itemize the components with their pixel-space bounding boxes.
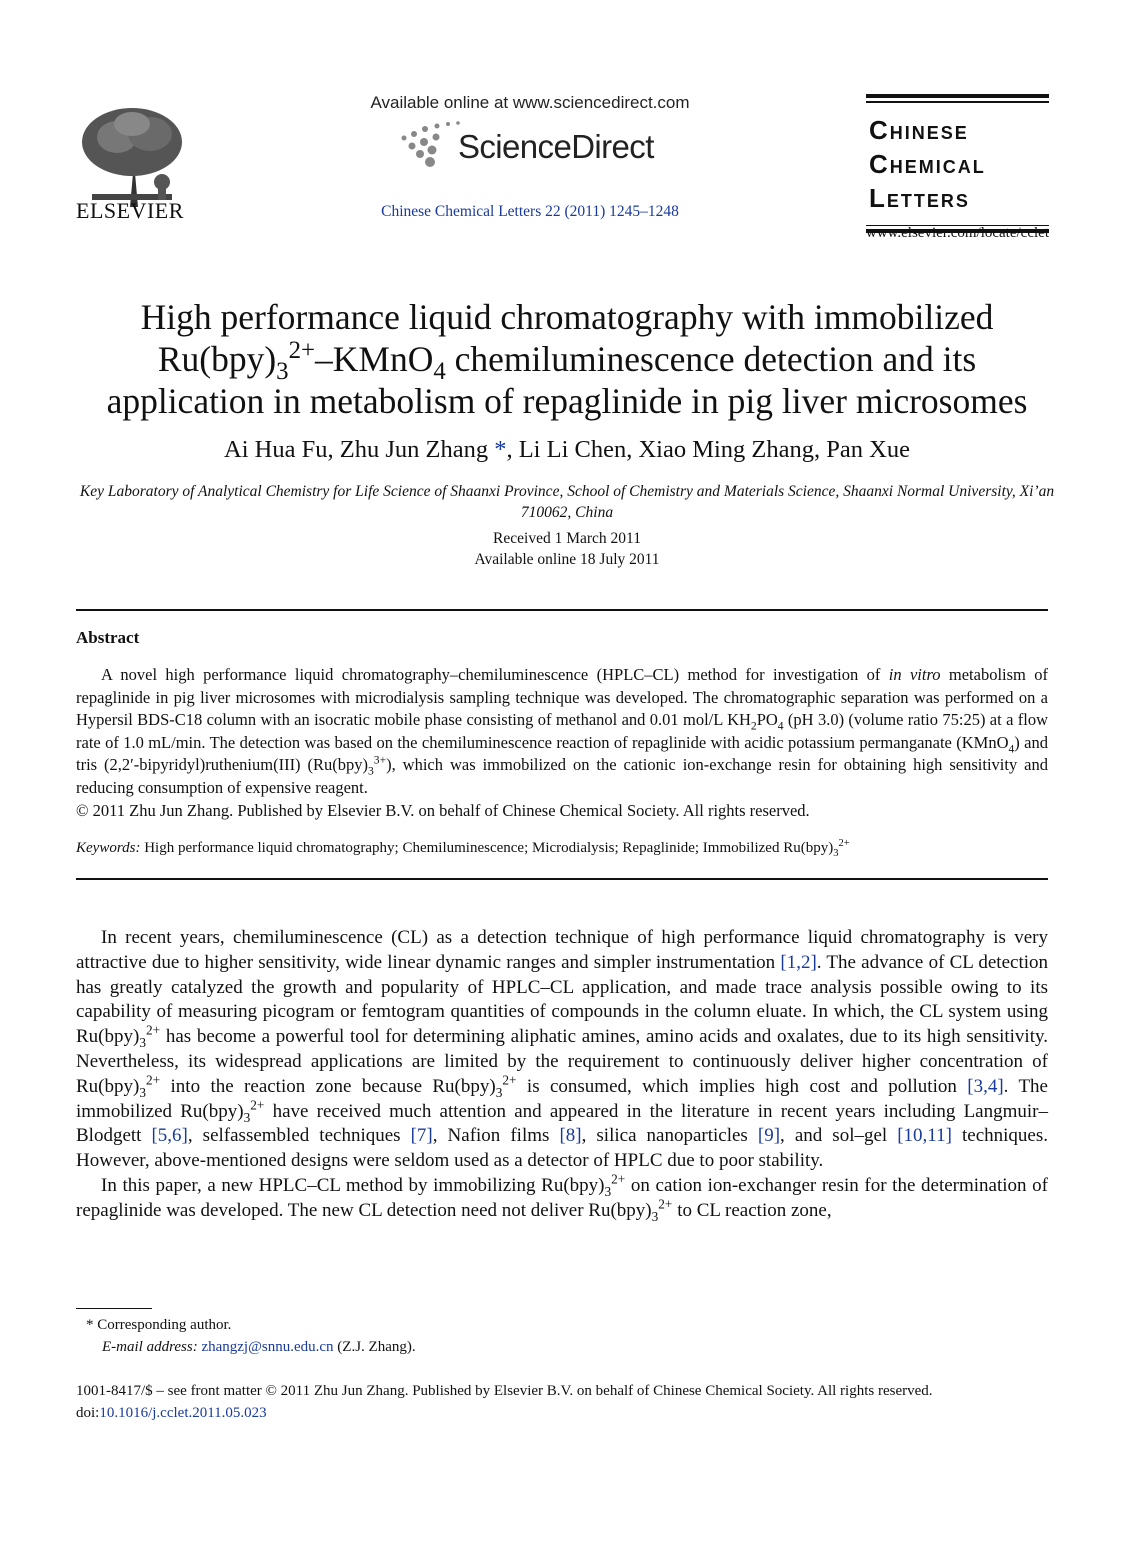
issn-line: 1001-8417/$ – see front matter © 2011 Zhu Jun Zhang. Published by Elsevier B.V. on behalf of Chinese Chemical Society. All rights reserved. [76, 1383, 933, 1399]
corresponding-author-mark[interactable]: * [494, 436, 507, 463]
article-dates [76, 528, 1058, 570]
footer [76, 1381, 1048, 1424]
corresponding-author-note: * Corresponding author. [86, 1317, 232, 1333]
citation-link[interactable]: [8] [559, 1125, 582, 1147]
available-online-text: Available online at www.sciencedirect.com [370, 93, 690, 112]
citation-link[interactable]: [5,6] [151, 1125, 188, 1147]
journal-url[interactable]: www.elsevier.com/locate/cclet [865, 225, 1049, 241]
body-text [76, 926, 1048, 1224]
journal-citation-link[interactable]: Chinese Chemical Letters 22 (2011) 1245–1248 [381, 203, 679, 220]
divider [76, 878, 1048, 880]
journal-name-line1: Chinese [869, 114, 969, 145]
available-date: Available online 18 July 2011 [474, 551, 660, 568]
citation-link[interactable]: [1,2] [780, 951, 817, 973]
title-line-1: High performance liquid chromatography with immobilized [140, 297, 994, 337]
divider [76, 609, 1048, 611]
email-line: E-mail address: zhangzj@snnu.edu.cn (Z.J. Zhang). [102, 1338, 416, 1355]
doi-link[interactable]: 10.1016/j.cclet.2011.05.023 [99, 1404, 267, 1421]
affiliation: Key Laboratory of Analytical Chemistry for Life Science of Shaanxi Province, School of Chemistry and Materials Science, Shaanxi Normal University, Xi’an 710062, China [79, 483, 1055, 521]
citation-link[interactable]: [10,11] [897, 1125, 952, 1147]
received-date: Received 1 March 2011 [493, 530, 641, 547]
title-line-2: $Ru(bpy)_3^{2+}-KMnO_4$ chemiluminescence detection and its [157, 337, 977, 386]
paragraph: In recent years, chemiluminescence (CL) as a detection technique of high performance liquid chromatography is very attractive due to higher sensitivity, wide linear dynamic ranges and simpler instrumentation [1,2]. The advance of CL detection has greatly catalyzed the growth and popularity of HPLC–CL application, and made trace analysis possible owing to its capability of measuring picogram or femtogram quantities of compounds in the column eluate. In which, the CL system using $Ru(bpy)_3^{2+}$ has become a powerful tool for determining aliphatic amines, amino acids and oxalates, due to its high sensitivity. Nevertheless, its widespread applications are limited by the requirement to continuously deliver higher concentration of $Ru(bpy)_3^{2+}$ into the reaction zone because $Ru(bpy)_3^{2+}$ is consumed, which implies high cost and pollution [3,4]. The immobilized $Ru(bpy)_3^{2+}$ have received much attention and appeared in the literature in recent years including Langmuir–Blodgett [5,6], selfassembled techniques [7], Nafion films [8], silica nanoparticles [9], and sol–gel [10,11] techniques. However, above-mentioned designs were seldom used as a detector of HPLC due to poor stability. [76, 927, 1049, 1172]
citation-link[interactable]: [9] [757, 1125, 781, 1147]
email-link[interactable]: zhangzj@snnu.edu.cn [201, 1338, 334, 1355]
author-list: Ai Hua Fu, Zhu Jun Zhang *, Li Li Chen, Xiao Ming Zhang, Pan Xue [224, 436, 910, 463]
citation-link[interactable]: [3,4] [967, 1075, 1004, 1097]
journal-logo [866, 94, 1049, 236]
journal-name-line3: Letters [869, 182, 970, 213]
abstract-text: A novel high performance liquid chromatography–chemiluminescence (HPLC–CL) method for investigation of in vitro metabolism of repaglinide in pig liver microsomes with microdialysis sampling technique was developed. The chromatographic separation was performed on a Hypersil BDS-C18 column with an isocratic mobile phase consisting of methanol and 0.01 mol/L $KH_2PO_4$ (pH 3.0) (volume ratio 75:25) at a flow rate of 1.0 mL/min. The detection was based on the chemiluminescence reaction of repaglinide with acidic potassium permanganate (KMnO$_4$) and tris (2,2′-bipyridyl)ruthenium(III) $(Ru(bpy)_3^{3+})$, which was immobilized on the cationic ion-exchange resin for obtaining high sensitivity and reducing consumption of expensive reagent. © 2011 Zhu Jun Zhang. Published by Elsevier B.V. on behalf of Chinese Chemical Society. All rights reserved. [76, 665, 1049, 820]
footnote-rule [76, 1308, 152, 1309]
article-title [60, 296, 1074, 422]
keywords: Keywords: High performance liquid chromatography; Chemiluminescence; Microdialysis; Repaglinide; Immobilized $Ru(bpy)_3^{2+}$ [76, 838, 850, 859]
elsevier-wordmark: ELSEVIER [76, 198, 184, 223]
citation-link[interactable]: [7] [410, 1125, 433, 1147]
footnote [86, 1315, 416, 1358]
abstract-copyright: © 2011 Zhu Jun Zhang. Published by Elsevier B.V. on behalf of Chinese Chemical Society. All rights reserved. [76, 800, 810, 820]
title-line-3: application in metabolism of repaglinide in pig liver microsomes [106, 381, 1028, 421]
sciencedirect-wordmark: ScienceDirect [458, 128, 654, 165]
abstract-heading: Abstract [76, 628, 140, 647]
journal-name-line2: Chemical [869, 148, 986, 179]
doi-line: doi:10.1016/j.cclet.2011.05.023 [76, 1404, 267, 1421]
paragraph: In this paper, a new HPLC–CL method by immobilizing $Ru(bpy)_3^{2+}$ on cation ion-exchanger resin for the determination of repaglinide was developed. The new CL detection need not deliver $Ru(bpy)_3^{2+}$ to CL reaction zone, [76, 1171, 1048, 1224]
